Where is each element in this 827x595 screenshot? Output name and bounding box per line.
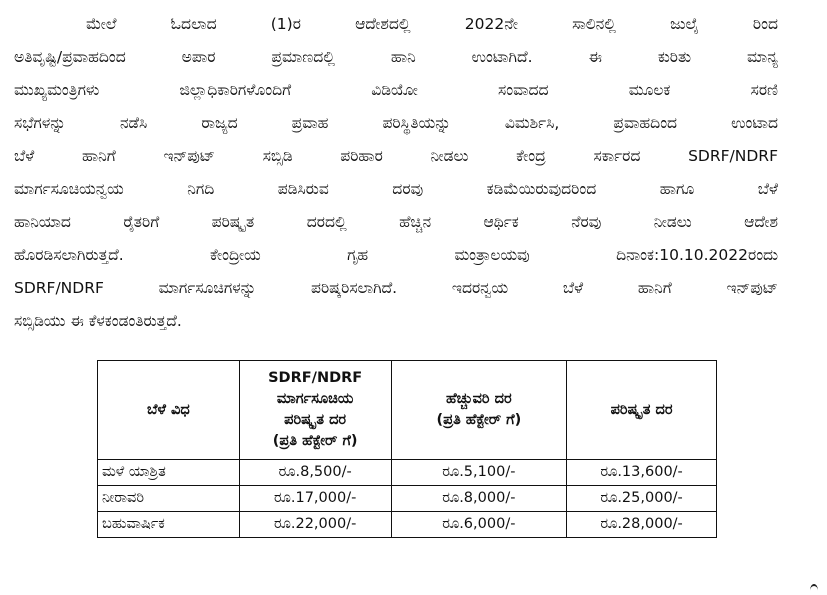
header-sdrf-line: ಪರಿಷ್ಕೃತ ದರ (284, 412, 347, 428)
table-row (98, 486, 717, 512)
cell-crop: ಮಳೆ ಯಾಶ್ರಿತ (98, 460, 240, 486)
table-header-row (98, 361, 717, 460)
paragraph-line: ಅತಿವೃಷ್ಟಿ/ಪ್ರವಾಹದಿಂದ ಅಪಾರ ಪ್ರಮಾಣದಲ್ಲಿ ಹಾನಿ ಉಂಟಾಗಿದೆ. ಈ ಕುರಿತು ಮಾನ್ಯ (14, 48, 778, 66)
cell-revised-rate: ರೂ.25,000/- (567, 486, 717, 512)
header-sdrf-rate (239, 361, 391, 460)
table-row (98, 512, 717, 538)
paragraph-line: ಹೊರಡಿಸಲಾಗಿರುತ್ತದೆ. ಕೇಂದ್ರೀಯ ಗೃಹ ಮಂತ್ರಾಲಯವು ದಿನಾಂಕ:10.10.2022ರಂದು (14, 246, 778, 264)
cell-revised-rate: ರೂ.13,600/- (567, 460, 717, 486)
paragraph-line: ಬೆಳೆ ಹಾನಿಗೆ ಇನ್‌ಪುಟ್ ಸಬ್ಸಿಡಿ ಪರಿಹಾರ ನೀಡಲು ಕೇಂದ್ರ ಸರ್ಕಾರದ SDRF/NDRF (14, 147, 778, 165)
crop-rate-table (97, 360, 717, 538)
cell-extra-rate: ರೂ.5,100/- (391, 460, 567, 486)
paragraph-line: ಮುಖ್ಯಮಂತ್ರಿಗಳು ಜಿಲ್ಲಾಧಿಕಾರಿಗಳೊಂದಿಗೆ ವಿಡಿಯೋ ಸಂವಾದದ ಮೂಲಕ ಸರಣಿ (14, 81, 778, 99)
cell-crop: ಬಹುವಾರ್ಷಿಕ (98, 512, 240, 538)
cell-sdrf-rate: ರೂ.17,000/- (239, 486, 391, 512)
header-crop-type: ಬೆಳೆ ವಿಧ (98, 361, 240, 460)
header-revised-rate: ಪರಿಷ್ಕೃತ ದರ (567, 361, 717, 460)
header-sdrf-line: ಮಾರ್ಗಸೂಚಿಯ (276, 391, 354, 407)
header-extra-line: (ಪ್ರತಿ ಹೆಕ್ಟೇರ್ ಗೆ) (436, 412, 522, 428)
cell-sdrf-rate: ರೂ.22,000/- (239, 512, 391, 538)
cell-extra-rate: ರೂ.8,000/- (391, 486, 567, 512)
paragraph-line: ಮೇಲೆ ಓದಲಾದ (1)ರ ಆದೇಶದಲ್ಲಿ 2022ನೇ ಸಾಲಿನಲ್ಲಿ ಜುಲೈ ರಿಂದ (86, 15, 778, 33)
page-number-fragment (810, 584, 818, 595)
paragraph-line: ಸಭೆಗಳನ್ನು ನಡೆಸಿ ರಾಜ್ಯದ ಪ್ರವಾಹ ಪರಿಸ್ಥಿತಿಯನ್ನು ವಿಮರ್ಶಿಸಿ, ಪ್ರವಾಹದಿಂದ ಉಂಟಾದ (14, 114, 778, 132)
cell-revised-rate: ರೂ.28,000/- (567, 512, 717, 538)
paragraph-line: SDRF/NDRF ಮಾರ್ಗಸೂಚಿಗಳನ್ನು ಪರಿಷ್ಕರಿಸಲಾಗಿದೆ. ಇದರನ್ವಯ ಬೆಳೆ ಹಾನಿಗೆ ಇನ್‌ಪುಟ್ (14, 279, 778, 297)
paragraph-line: ಸಬ್ಸಿಡಿಯು ಈ ಕೆಳಕಂಡಂತಿರುತ್ತದೆ. (14, 312, 182, 330)
header-extra-rate (391, 361, 567, 460)
cell-sdrf-rate: ರೂ.8,500/- (239, 460, 391, 486)
cell-extra-rate: ರೂ.6,000/- (391, 512, 567, 538)
header-sdrf-line: (ಪ್ರತಿ ಹೆಕ್ಟೇರ್ ಗೆ) (272, 433, 358, 449)
paragraph-line: ಹಾನಿಯಾದ ರೈತರಿಗೆ ಪರಿಷ್ಕೃತ ದರದಲ್ಲಿ ಹೆಚ್ಚಿನ ಆರ್ಥಿಕ ನೆರವು ನೀಡಲು ಆದೇಶ (14, 213, 778, 231)
header-extra-line: ಹೆಚ್ಚುವರಿ ದರ (446, 391, 512, 407)
body-paragraph (14, 8, 778, 338)
paragraph-line: ಮಾರ್ಗಸೂಚಿಯನ್ವಯ ನಿಗದಿ ಪಡಿಸಿರುವ ದರವು ಕಡಿಮೆಯಿರುವುದರಿಂದ ಹಾಗೂ ಬೆಳೆ (14, 180, 778, 198)
header-sdrf-line: SDRF/NDRF (268, 370, 363, 386)
cell-crop: ನೀರಾವರಿ (98, 486, 240, 512)
table-row (98, 460, 717, 486)
